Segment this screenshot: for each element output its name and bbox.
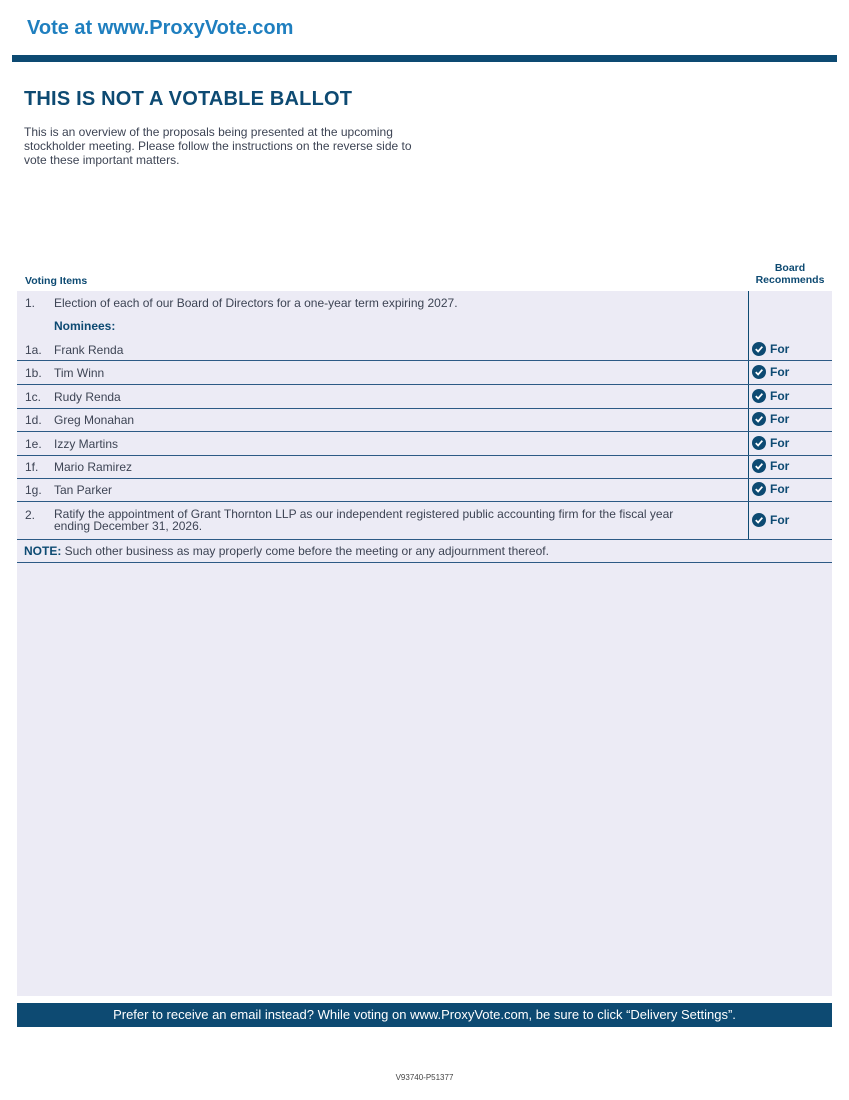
nominee-row-1c — [17, 385, 832, 409]
nominee-name: Tim Winn — [54, 366, 105, 380]
nominees-label: Nominees: — [54, 319, 116, 333]
nominee-row-1f — [17, 456, 832, 479]
page-title: THIS IS NOT A VOTABLE BALLOT — [24, 88, 353, 110]
board-header-line1: Board — [774, 262, 806, 274]
proposal-number: 2. — [25, 508, 36, 522]
header-rule — [12, 55, 837, 62]
check-circle-icon — [752, 459, 766, 473]
recommendation-label: For — [770, 412, 790, 426]
check-circle-icon — [752, 389, 766, 403]
recommendation-label: For — [770, 459, 790, 473]
note-text — [24, 544, 832, 558]
proposal-text-line1: Ratify the appointment of Grant Thornton LLP as our independent registered public accounting firm for the fiscal year — [54, 507, 674, 521]
nominee-row-1a — [17, 338, 832, 361]
check-circle-icon — [752, 412, 766, 426]
nominee-name: Mario Ramirez — [54, 460, 133, 474]
board-recommendation — [752, 513, 789, 527]
recommendation-label: For — [770, 342, 790, 356]
nominee-row-1e — [17, 432, 832, 456]
check-circle-icon — [752, 342, 766, 356]
nominee-name: Tan Parker — [54, 483, 113, 497]
proposal-2-row — [17, 502, 832, 540]
note-body: Such other business as may properly come before the meeting or any adjournment thereof. — [61, 544, 549, 558]
nominee-name: Izzy Martins — [54, 437, 119, 451]
recommendation-label: For — [770, 513, 790, 527]
check-circle-icon — [752, 436, 766, 450]
board-header-line2: Recommends — [755, 274, 825, 286]
proposal-text: Election of each of our Board of Directors for a one-year term expiring 2027. — [54, 296, 458, 310]
email-delivery-banner: Prefer to receive an email instead? While voting on www.ProxyVote.com, be sure to click “Delivery Settings”. — [17, 1003, 832, 1027]
board-recommendation — [752, 482, 789, 496]
nominees-label-row — [17, 319, 832, 337]
check-circle-icon — [752, 482, 766, 496]
note-rule — [17, 562, 832, 563]
voting-items-header: Voting Items — [25, 275, 88, 287]
nominee-number: 1b. — [25, 366, 42, 380]
board-recommends-header — [748, 262, 832, 286]
board-recommendation — [752, 436, 789, 450]
nominee-number: 1a. — [25, 343, 42, 357]
proxyvote-link[interactable]: Vote at www.ProxyVote.com — [27, 17, 294, 39]
board-recommendation — [752, 365, 789, 379]
board-recommendation — [752, 389, 789, 403]
nominee-number: 1c. — [25, 390, 42, 404]
proposal-text-line2: ending December 31, 2026. — [54, 519, 203, 533]
board-recommendation — [752, 412, 789, 426]
recommendation-label: For — [770, 389, 790, 403]
proposal-1-row — [17, 296, 832, 314]
nominee-name: Rudy Renda — [54, 390, 121, 404]
check-circle-icon — [752, 365, 766, 379]
check-circle-icon — [752, 513, 766, 527]
note-label: NOTE: — [24, 544, 62, 558]
nominee-number: 1e. — [25, 437, 42, 451]
board-recommendation — [752, 342, 789, 356]
proposal-number: 1. — [25, 296, 36, 310]
nominee-row-1d — [17, 409, 832, 432]
recommendation-label: For — [770, 365, 790, 379]
nominee-name: Greg Monahan — [54, 413, 135, 427]
recommendation-label: For — [770, 436, 790, 450]
nominee-number: 1f. — [25, 460, 39, 474]
board-recommendation — [752, 459, 789, 473]
nominee-name: Frank Renda — [54, 343, 124, 357]
intro-text: This is an overview of the proposals being presented at the upcoming stockholder meeting. Please follow the instructions on the reverse side to vote these important matters. — [24, 125, 412, 167]
nominee-number: 1d. — [25, 413, 42, 427]
nominee-row-1b — [17, 362, 832, 385]
nominee-number: 1g. — [25, 483, 42, 497]
recommendation-label: For — [770, 482, 790, 496]
document-code: V93740-P51377 — [395, 1073, 454, 1082]
proposal-text — [54, 508, 673, 532]
nominee-row-1g — [17, 479, 832, 502]
